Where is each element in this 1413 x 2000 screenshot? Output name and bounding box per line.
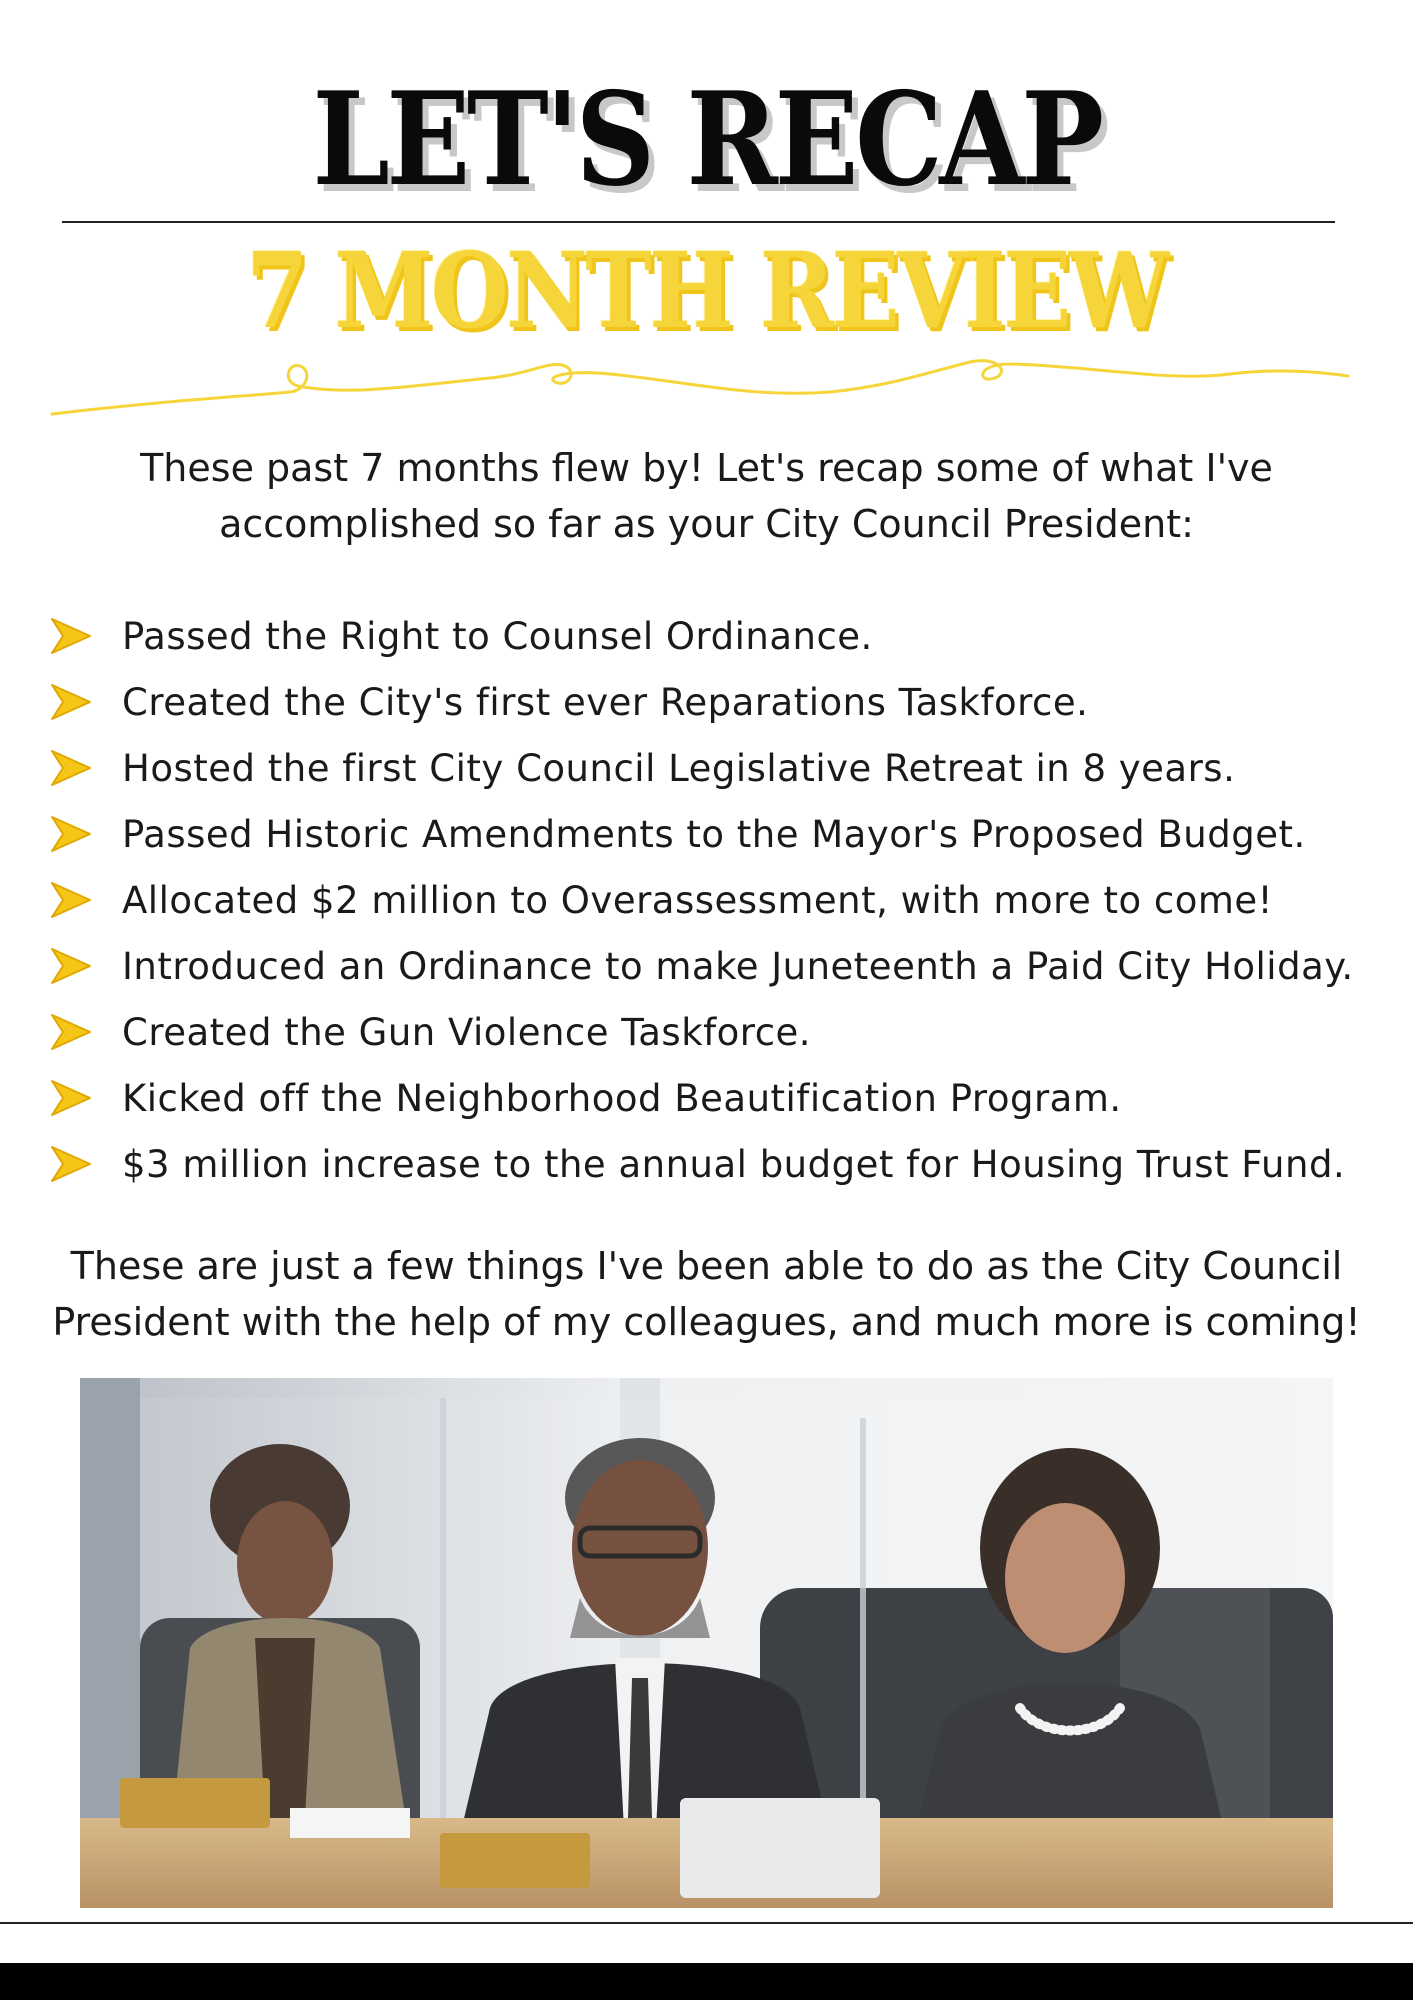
list-item	[50, 867, 1390, 933]
decorative-flourish	[50, 352, 1350, 422]
list-item	[50, 933, 1390, 999]
list-item	[50, 1065, 1390, 1131]
chevron-right-icon	[50, 1079, 92, 1117]
chevron-right-icon	[50, 815, 92, 853]
outro-text: These are just a few things I've been able to do as the City Council President with the help of my colleagues, and much more is coming!	[52, 1244, 1361, 1344]
list-item-text: Passed Historic Amendments to the Mayor's Proposed Budget.	[122, 812, 1306, 856]
bottom-bar	[0, 1963, 1413, 2000]
list-item-text: Created the City's first ever Reparations Taskforce.	[122, 680, 1089, 724]
list-item-text: $3 million increase to the annual budget for Housing Trust Fund.	[122, 1142, 1346, 1186]
list-item	[50, 669, 1390, 735]
list-item	[50, 603, 1390, 669]
accomplishments-list	[50, 603, 1390, 1197]
list-item	[50, 1131, 1390, 1197]
page-subtitle: 7 MONTH REVIEW	[246, 229, 1167, 352]
chevron-right-icon	[50, 1145, 92, 1183]
list-item	[50, 735, 1390, 801]
list-item-text: Introduced an Ordinance to make Juneteenth a Paid City Holiday.	[122, 944, 1354, 988]
page-title: LET'S RECAP	[312, 65, 1101, 215]
chevron-right-icon	[50, 683, 92, 721]
chevron-right-icon	[50, 749, 92, 787]
list-item	[50, 801, 1390, 867]
list-item-text: Passed the Right to Counsel Ordinance.	[122, 614, 873, 658]
bottom-divider	[0, 1922, 1413, 1924]
list-item-text: Kicked off the Neighborhood Beautification Program.	[122, 1076, 1122, 1120]
chevron-right-icon	[50, 947, 92, 985]
list-item-text: Allocated $2 million to Overassessment, with more to come!	[122, 878, 1274, 922]
chevron-right-icon	[50, 617, 92, 655]
list-item-text: Created the Gun Violence Taskforce.	[122, 1010, 812, 1054]
title-divider	[62, 221, 1335, 223]
intro-text: These past 7 months flew by! Let's recap some of what I've accomplished so far as your City Council President:	[140, 446, 1273, 546]
list-item	[50, 999, 1390, 1065]
list-item-text: Hosted the first City Council Legislative Retreat in 8 years.	[122, 746, 1236, 790]
chevron-right-icon	[50, 881, 92, 919]
council-photo	[80, 1378, 1333, 1908]
chevron-right-icon	[50, 1013, 92, 1051]
